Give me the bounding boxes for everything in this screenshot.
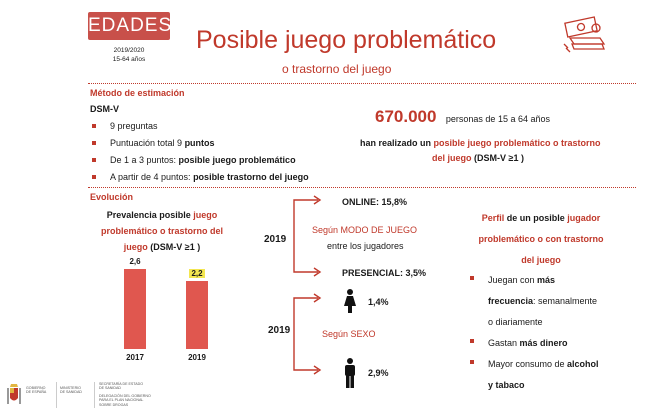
male-pct: 2,9%: [368, 368, 389, 378]
prevalence-chart: [110, 255, 220, 365]
highlight-text: personas de 15 a 64 años: [445, 114, 550, 124]
profile-list: [470, 270, 630, 396]
secretariat-name: SECRETARÍA DE ESTADO DE SANIDAD: [99, 382, 143, 391]
method-item: 9 preguntas: [92, 118, 309, 135]
bar-2017: [124, 269, 146, 349]
divider-mid: [88, 187, 636, 188]
coat-of-arms-icon: [6, 382, 22, 406]
divider-top: [88, 83, 636, 84]
year-label-bottom: 2019: [268, 325, 291, 336]
breakdown-brackets: [280, 190, 350, 390]
page-title: Posible juego problemático: [196, 26, 497, 54]
profile-item: Mayor consumo de alcohol y tabaco: [470, 354, 630, 396]
ministry-name: MINISTERIO DE SANIDAD: [60, 386, 82, 395]
footer-logos: [4, 380, 259, 412]
delegation-name: DELEGACIÓN DEL GOBIERNO PARA EL PLAN NACIONAL SOBRE DROGAS: [99, 394, 151, 407]
survey-years: [88, 46, 170, 64]
online-stat: ONLINE: 15,8%: [342, 197, 408, 207]
highlight-line3: del juego (DSM-V ≥1 ): [432, 153, 524, 163]
bar-category-label: 2019: [188, 353, 206, 362]
sex-label: Según SEXO: [322, 329, 376, 339]
method-scale: DSM-V: [90, 104, 119, 114]
female-pct: 1,4%: [368, 297, 389, 307]
logo-divider: [94, 382, 95, 408]
mode-sublabel: entre los jugadores: [327, 241, 404, 251]
profile-item: Juegan con más frecuencia: semanalmente o diariamente: [470, 270, 630, 333]
presencial-stat: PRESENCIAL: 3,5%: [342, 268, 427, 278]
bar-category-label: 2017: [126, 353, 144, 362]
method-item: A partir de 4 puntos: posible trastorno del juego: [92, 169, 309, 186]
ages-text: 15-64 años: [112, 56, 146, 63]
evolution-heading: Evolución: [90, 192, 134, 202]
mode-label: Según MODO DE JUEGO: [312, 225, 418, 235]
bar-2019: [186, 281, 208, 349]
logo-divider: [56, 382, 57, 408]
year-label-top: 2019: [264, 234, 287, 245]
male-icon: [343, 358, 357, 388]
profile-title: Perfil de un posible jugador problemático o con trastorno del juego: [478, 213, 604, 265]
edades-badge: EDADES: [88, 12, 170, 40]
bar-value-label: 2,6: [129, 257, 141, 267]
gov-name: GOBIERNO DE ESPAÑA: [26, 386, 47, 395]
method-list: [92, 118, 309, 186]
highlight-line2: han realizado un posible juego problemático o trastorno: [360, 138, 601, 148]
page-subtitle: o trastorno del juego: [282, 62, 392, 76]
profile-item: Gastan más dinero: [470, 333, 630, 354]
method-item: Puntuación total 9 puntos: [92, 135, 309, 152]
method-heading: Método de estimación: [90, 88, 185, 98]
bar-value-label: 2,2: [191, 269, 203, 279]
female-icon: [343, 289, 357, 313]
money-stack-icon: [560, 14, 608, 54]
highlight-line1: [375, 107, 550, 127]
chart-title: Prevalencia posible juego problemático o trastorno del juego (DSM-V ≥1 ): [100, 210, 223, 252]
method-item: De 1 a 3 puntos: posible juego problemático: [92, 152, 309, 169]
years-text: 2019/2020: [113, 47, 145, 54]
highlight-number: 670.000: [375, 107, 437, 126]
